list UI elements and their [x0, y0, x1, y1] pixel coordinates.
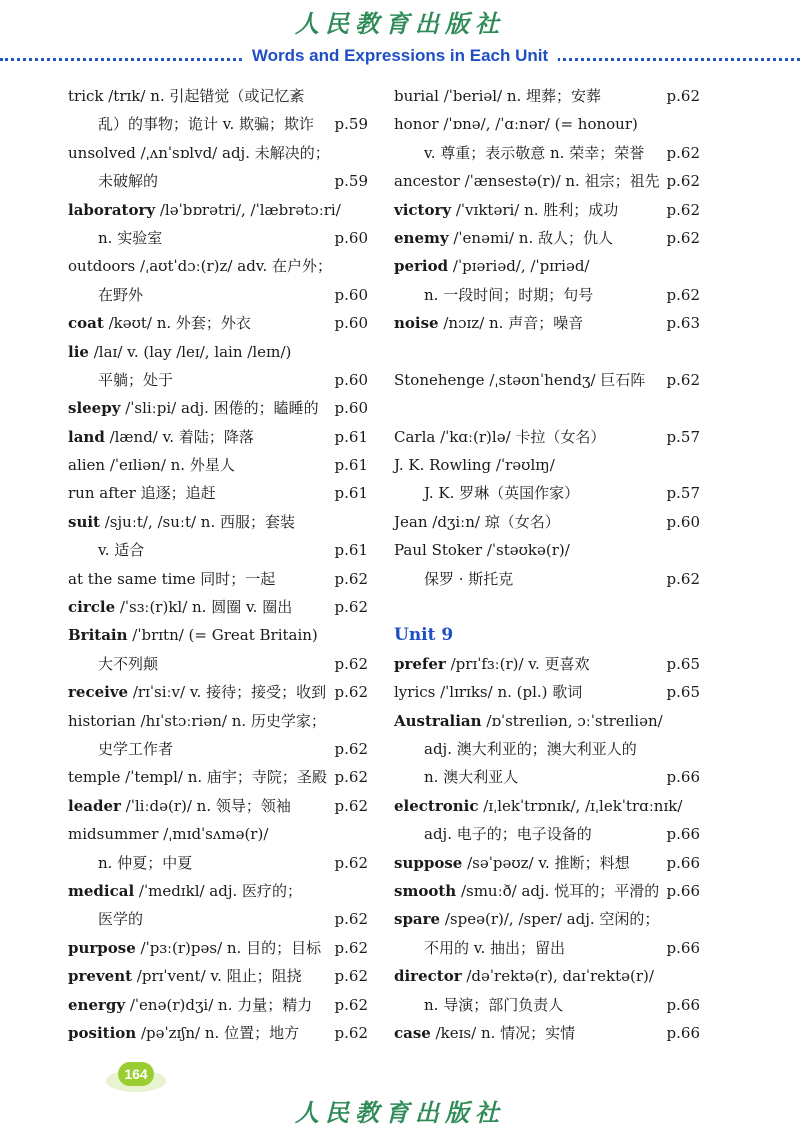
section-header — [0, 44, 800, 74]
vocab-entry — [68, 991, 368, 1019]
page-number: 164 — [118, 1062, 154, 1086]
entry-text: midsummer /ˌmɪdˈsʌmə(r)/ — [68, 825, 269, 844]
entry-page: p.62 — [666, 228, 700, 247]
entry-text: receive /rɪˈsiːv/ v. 接待；接受；收到 — [68, 683, 327, 702]
entry-page: p.60 — [666, 512, 700, 531]
entry-text: n. 一段时间；时期；句号 — [424, 285, 594, 304]
entry-text: Jean /dʒiːn/ 琼（女名） — [394, 512, 560, 531]
vocab-entry — [394, 252, 700, 280]
entry-text: purpose /ˈpɜː(r)pəs/ n. 目的；目标 — [68, 938, 322, 957]
entry-page: p.62 — [334, 768, 368, 787]
vocab-entry — [394, 451, 700, 479]
entry-page: p.63 — [666, 314, 700, 333]
section-title: Words and Expressions in Each Unit — [242, 46, 558, 66]
vocab-entry — [394, 735, 700, 763]
entry-page: p.62 — [666, 172, 700, 191]
entry-text: unsolved /ˌʌnˈsɒlvd/ adj. 未解决的； — [68, 143, 330, 162]
entry-page: p.60 — [334, 399, 368, 418]
entry-text: medical /ˈmedɪkl/ adj. 医疗的； — [68, 881, 303, 900]
entry-text: circle /ˈsɜː(r)kl/ n. 圆圈 v. 圈出 — [68, 598, 293, 617]
entry-text: victory /ˈvɪktəri/ n. 胜利；成功 — [394, 200, 619, 219]
spacer — [394, 394, 700, 422]
entry-page: p.60 — [334, 285, 368, 304]
publisher-logo-top: 人民教育出版社 — [295, 9, 505, 38]
vocab-entry — [68, 451, 368, 479]
unit-heading — [394, 621, 700, 649]
entry-text: adj. 电子的；电子设备的 — [424, 825, 592, 844]
entry-page: p.66 — [666, 995, 700, 1014]
entry-page: p.60 — [334, 228, 368, 247]
vocab-entry — [394, 934, 700, 962]
vocab-entry — [394, 792, 700, 820]
entry-text: smooth /smuːð/ adj. 悦耳的；平滑的 — [394, 881, 660, 900]
vocab-entry — [68, 565, 368, 593]
vocab-entry — [68, 252, 368, 280]
entry-page: p.59 — [334, 172, 368, 191]
entry-text: 史学工作者 — [98, 739, 174, 758]
entry-text: J. K. 罗琳（英国作家） — [424, 484, 580, 503]
vocab-entry — [394, 962, 700, 990]
vocab-entry — [394, 139, 700, 167]
vocab-entry — [394, 707, 700, 735]
vocab-entry — [68, 678, 368, 706]
entry-page: p.65 — [666, 683, 700, 702]
entry-page: p.66 — [666, 825, 700, 844]
entry-page: p.61 — [334, 484, 368, 503]
entry-page: p.66 — [666, 938, 700, 957]
vocab-entry — [394, 536, 700, 564]
entry-text: honor /ˈɒnə/, /ˈɑːnər/ (= honour) — [394, 115, 638, 134]
entry-text: period /ˈpɪəriəd/, /ˈpɪriəd/ — [394, 257, 590, 276]
vocab-entry — [68, 820, 368, 848]
entry-page: p.57 — [666, 484, 700, 503]
vocab-entry — [394, 508, 700, 536]
entry-text: 保罗 · 斯托克 — [424, 569, 514, 588]
vocab-entry — [68, 735, 368, 763]
entry-text: leader /ˈliːdə(r)/ n. 领导；领袖 — [68, 796, 291, 815]
vocab-entry — [68, 82, 368, 110]
vocab-entry — [68, 394, 368, 422]
vocab-entry — [68, 593, 368, 621]
vocab-entry — [68, 309, 368, 337]
vocab-entry — [394, 366, 700, 394]
entry-text: v. 适合 — [98, 541, 145, 560]
vocab-entry — [394, 877, 700, 905]
entry-text: n. 仲夏；中夏 — [98, 853, 193, 872]
entry-text: adj. 澳大利亚的；澳大利亚人的 — [424, 739, 637, 758]
entry-text: alien /ˈeɪliən/ n. 外星人 — [68, 456, 235, 475]
vocab-entry — [68, 707, 368, 735]
entry-text: electronic /ɪˌlekˈtrɒnɪk/, /ɪˌlekˈtrɑːnɪk/ — [394, 796, 683, 815]
vocab-entry — [68, 224, 368, 252]
entry-text: 医学的 — [98, 910, 144, 929]
entry-text: Unit 9 — [394, 625, 454, 646]
entry-text: 大不列颠 — [98, 654, 159, 673]
vocab-entry — [68, 338, 368, 366]
vocab-entry — [68, 763, 368, 791]
entry-page: p.62 — [666, 569, 700, 588]
vocab-entry — [394, 309, 700, 337]
vocab-entry — [394, 224, 700, 252]
entry-text: J. K. Rowling /ˈrəʊlɪŋ/ — [394, 456, 555, 475]
vocab-entry — [68, 479, 368, 507]
entry-page: p.57 — [666, 427, 700, 446]
entry-page: p.62 — [334, 739, 368, 758]
vocab-entry — [68, 423, 368, 451]
entry-page: p.62 — [334, 995, 368, 1014]
entry-page: p.62 — [334, 654, 368, 673]
entry-text: director /dəˈrektə(r), daɪˈrektə(r)/ — [394, 967, 654, 986]
vocab-entry — [394, 196, 700, 224]
vocab-entry — [68, 167, 368, 195]
entry-page: p.61 — [334, 427, 368, 446]
entry-text: case /keɪs/ n. 情况；实情 — [394, 1023, 576, 1042]
left-column — [68, 82, 368, 1047]
entry-text: 乱）的事物；诡计 v. 欺骗；欺诈 — [98, 115, 314, 134]
vocab-entry — [68, 792, 368, 820]
entry-text: Stonehenge /ˌstəʊnˈhendʒ/ 巨石阵 — [394, 370, 646, 389]
vocab-entry — [68, 849, 368, 877]
entry-page: p.62 — [334, 598, 368, 617]
entry-page: p.62 — [666, 143, 700, 162]
entry-page: p.62 — [334, 569, 368, 588]
entry-text: 平躺；处于 — [98, 370, 174, 389]
vocab-entry — [394, 565, 700, 593]
entry-text: 未破解的 — [98, 172, 159, 191]
entry-page: p.62 — [334, 853, 368, 872]
entry-text: historian /hɪˈstɔːriən/ n. 历史学家； — [68, 711, 326, 730]
publisher-logo-bottom: 人民教育出版社 — [295, 1098, 505, 1127]
entry-page: p.61 — [334, 456, 368, 475]
entry-text: v. 尊重；表示敬意 n. 荣幸；荣誉 — [424, 143, 645, 162]
entry-text: run after 追逐；追赶 — [68, 484, 216, 503]
entry-page: p.62 — [666, 200, 700, 219]
vocab-entry — [68, 934, 368, 962]
entry-text: prefer /prɪˈfɜː(r)/ v. 更喜欢 — [394, 654, 590, 673]
entry-page: p.60 — [334, 370, 368, 389]
entry-text: noise /nɔɪz/ n. 声音；噪音 — [394, 314, 584, 333]
entry-page: p.59 — [334, 115, 368, 134]
entry-text: land /lænd/ v. 着陆；降落 — [68, 427, 254, 446]
right-column — [394, 82, 700, 1047]
entry-text: at the same time 同时；一起 — [68, 569, 276, 588]
vocab-entry — [394, 423, 700, 451]
entry-text: coat /kəʊt/ n. 外套；外衣 — [68, 314, 251, 333]
vocab-entry — [394, 281, 700, 309]
entry-text: enemy /ˈenəmi/ n. 敌人；仇人 — [394, 228, 613, 247]
vocab-entry — [394, 678, 700, 706]
vocab-entry — [68, 196, 368, 224]
entry-text: trick /trɪk/ n. 引起错觉（或记忆紊 — [68, 87, 305, 105]
vocab-entry — [68, 621, 368, 649]
entry-page: p.62 — [334, 938, 368, 957]
vocab-entry — [68, 1019, 368, 1047]
entry-page: p.62 — [334, 910, 368, 929]
entry-text: n. 导演；部门负责人 — [424, 995, 564, 1014]
vocab-entry — [68, 110, 368, 138]
spacer — [394, 593, 700, 621]
vocab-entry — [394, 820, 700, 848]
entry-text: Carla /ˈkɑː(r)lə/ 卡拉（女名） — [394, 427, 606, 446]
entry-text: position /pəˈzɪʃn/ n. 位置；地方 — [68, 1023, 300, 1042]
vocab-entry — [68, 650, 368, 678]
spacer — [394, 338, 700, 366]
entry-text: spare /speə(r)/, /sper/ adj. 空闲的； — [394, 910, 660, 929]
entry-page: p.61 — [334, 541, 368, 560]
vocab-entry — [394, 849, 700, 877]
entry-page: p.62 — [334, 796, 368, 815]
entry-page: p.62 — [666, 370, 700, 389]
entry-page: p.66 — [666, 881, 700, 900]
vocab-entry — [68, 536, 368, 564]
entry-page: p.62 — [334, 1023, 368, 1042]
entry-page: p.66 — [666, 853, 700, 872]
vocab-entry — [68, 877, 368, 905]
entry-text: temple /ˈtempl/ n. 庙宇；寺院；圣殿 — [68, 768, 327, 787]
entry-text: energy /ˈenə(r)dʒi/ n. 力量；精力 — [68, 995, 313, 1014]
entry-text: suit /sjuːt/, /suːt/ n. 西服；套装 — [68, 512, 295, 531]
vocab-entry — [394, 110, 700, 138]
vocab-entry — [68, 281, 368, 309]
vocab-entry — [394, 82, 700, 110]
entry-text: suppose /səˈpəʊz/ v. 推断；料想 — [394, 853, 630, 872]
entry-text: sleepy /ˈsliːpi/ adj. 困倦的；瞌睡的 — [68, 399, 319, 418]
entry-text: n. 实验室 — [98, 228, 163, 247]
entry-text: 在野外 — [98, 285, 144, 304]
entry-page: p.62 — [666, 285, 700, 304]
entry-text: burial /ˈberiəl/ n. 埋葬；安葬 — [394, 87, 602, 105]
vocab-entry — [394, 167, 700, 195]
vocab-entry — [68, 508, 368, 536]
entry-text: prevent /prɪˈvent/ v. 阻止；阻挠 — [68, 967, 302, 986]
vocab-entry — [68, 905, 368, 933]
entry-text: 不用的 v. 抽出；留出 — [424, 938, 565, 957]
vocab-entry — [394, 905, 700, 933]
entry-text: lyrics /ˈlɪrɪks/ n. (pl.) 歌词 — [394, 683, 583, 702]
entry-page: p.66 — [666, 768, 700, 787]
entry-page: p.60 — [334, 314, 368, 333]
vocab-entry — [394, 991, 700, 1019]
entry-text: Paul Stoker /ˈstəʊkə(r)/ — [394, 541, 570, 560]
entry-text: outdoors /ˌaʊtˈdɔː(r)z/ adv. 在户外； — [68, 257, 333, 276]
entry-page: p.62 — [334, 683, 368, 702]
entry-page: p.62 — [666, 87, 700, 105]
entry-text: Australian /ɒˈstreɪliən, ɔːˈstreɪliən/ — [394, 711, 663, 730]
vocab-entry — [394, 650, 700, 678]
vocab-entry — [68, 139, 368, 167]
vocab-entry — [394, 763, 700, 791]
vocab-entry — [394, 479, 700, 507]
vocab-entry — [68, 366, 368, 394]
entry-text: n. 澳大利亚人 — [424, 768, 519, 787]
entry-page: p.62 — [334, 967, 368, 986]
vocab-entry — [68, 962, 368, 990]
entry-text: Britain /ˈbrɪtn/ (= Great Britain) — [68, 626, 318, 645]
entry-page: p.65 — [666, 654, 700, 673]
entry-text: ancestor /ˈænsestə(r)/ n. 祖宗；祖先 — [394, 172, 660, 191]
entry-text: lie /laɪ/ v. (lay /leɪ/, lain /leɪn/) — [68, 342, 292, 361]
vocab-entry — [394, 1019, 700, 1047]
entry-page: p.66 — [666, 1023, 700, 1042]
entry-text: laboratory /ləˈbɒrətri/, /ˈlæbrətɔːri/ — [68, 200, 341, 219]
